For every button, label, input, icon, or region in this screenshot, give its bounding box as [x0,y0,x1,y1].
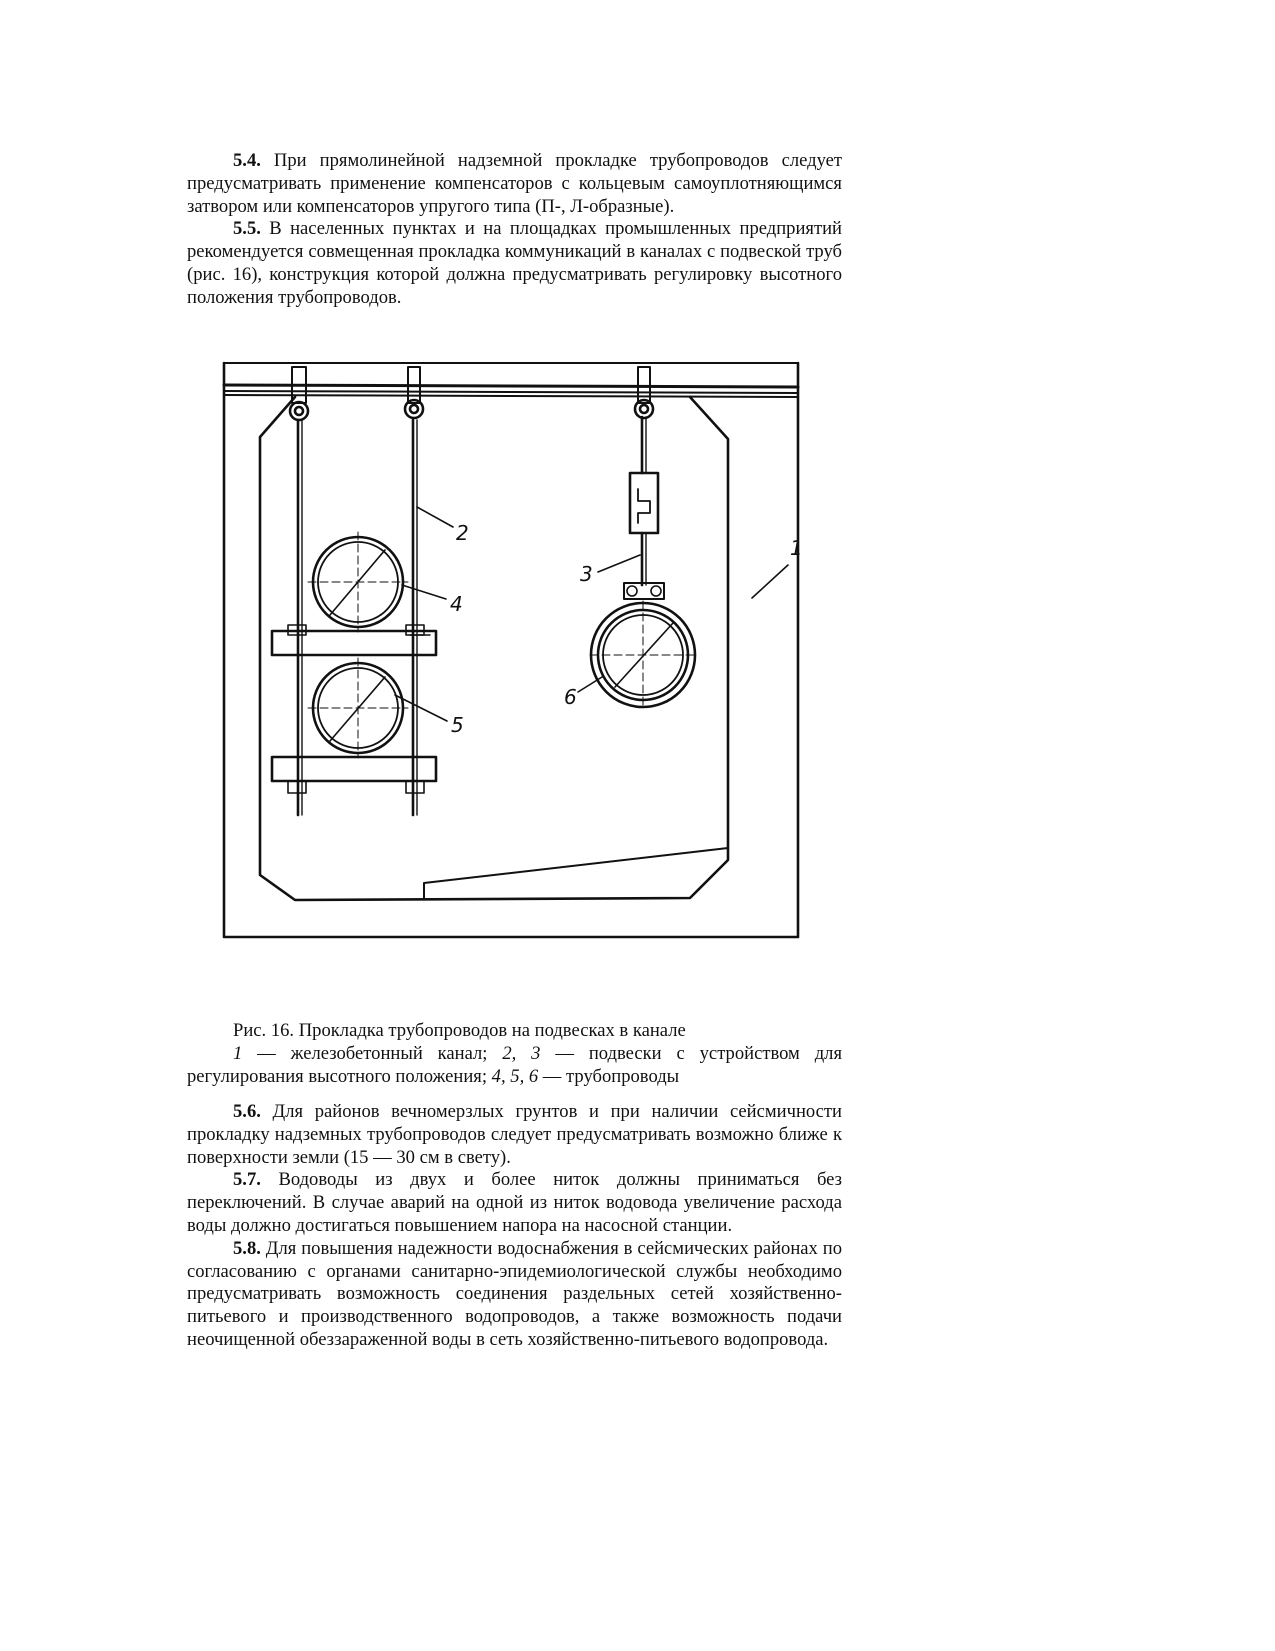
legend-text: — подвески с устройством для регулирования высотного положения; [187,1042,842,1087]
legend-text: — трубопроводы [538,1065,680,1087]
text-block-bottom [187,1101,842,1352]
figure-label-1: 1 [790,536,803,560]
pipe-hangers-drawing [210,355,830,970]
figure-label-4: 4 [450,592,463,616]
leader-line-2 [417,507,453,527]
turnbuckle [630,473,658,533]
figure-label-6: 6 [564,685,577,709]
figure-caption [187,1020,842,1088]
legend-ref: 1 [233,1042,243,1064]
paragraph-text: При прямолинейной надземной прокладке трубопроводов следует предусматривать применение компенсаторов с кольцевым самоуплотняющимся затвором или компенсаторов упругого типа (П-, Л-образные). [187,150,842,217]
leader-line-6 [578,677,602,692]
paragraph-text: В населенных пунктах и на площадках промышленных предприятий рекомендуется совмещенная прокладка коммуникаций в каналах с подвеской труб (рис. 16), конструкция которой должна предусматривать регулировку высотного положения трубопроводов. [187,218,842,308]
paragraph-number: 5.8. [233,1237,261,1259]
legend-ref: 4, 5, 6 [491,1065,539,1087]
leader-line-3 [598,555,640,572]
figure-label-5: 5 [451,713,464,737]
paragraph-number: 5.4. [233,150,261,171]
paragraph-5-6 [187,1101,842,1169]
paragraph-number: 5.7. [233,1169,261,1191]
pipe-clamp-bolts [624,583,664,599]
leader-line-1 [752,565,788,598]
figure-label-3: 3 [580,562,593,586]
paragraph-number: 5.5. [233,218,261,240]
leader-line-4 [402,585,446,599]
channel-outer-frame [224,363,798,937]
text-block-top [187,150,842,310]
paragraph-text: Для районов вечномерзлых грунтов и при наличии сейсмичности прокладку надземных трубопроводов следует предусматривать возможно ближе к поверхности земли (15 — 30 см в свету). [187,1101,842,1168]
legend-text: — железобетонный канал; [242,1042,503,1064]
caption-legend [187,1043,842,1089]
paragraph-text: Водоводы из двух и более ниток должны приниматься без переключений. В случае аварий на одной из ниток водовода увеличение расхода воды должно достигаться повышением напора на насосной станции. [187,1169,842,1236]
paragraph-5-5 [187,218,842,309]
figure-label-2: 2 [456,521,469,545]
top-beam-line [224,385,798,387]
paragraph-text: Для повышения надежности водоснабжения в сейсмических районах по согласованию с органами санитарно-эпидемиологической службы необходимо предусматривать возможность соединения раздельных сетей хозяйственно-питьевого и производственного водопроводов, а также возможность подачи неочищенной обеззараженной воды в сеть хозяйственно-питьевого водопровода. [187,1237,842,1350]
figure-16-pipe-hangers [210,355,830,970]
paragraph-5-4 [187,150,842,218]
support-plate-lower [272,757,436,781]
channel-floor-slope [424,848,728,899]
legend-ref: 2, 3 [502,1042,541,1064]
caption-title: Рис. 16. Прокладка трубопроводов на подвесках в канале [233,1020,686,1041]
paragraph-5-7 [187,1169,842,1237]
paragraph-number: 5.6. [233,1101,261,1122]
paragraph-5-8 [187,1238,842,1352]
hanger-eye [290,402,308,420]
